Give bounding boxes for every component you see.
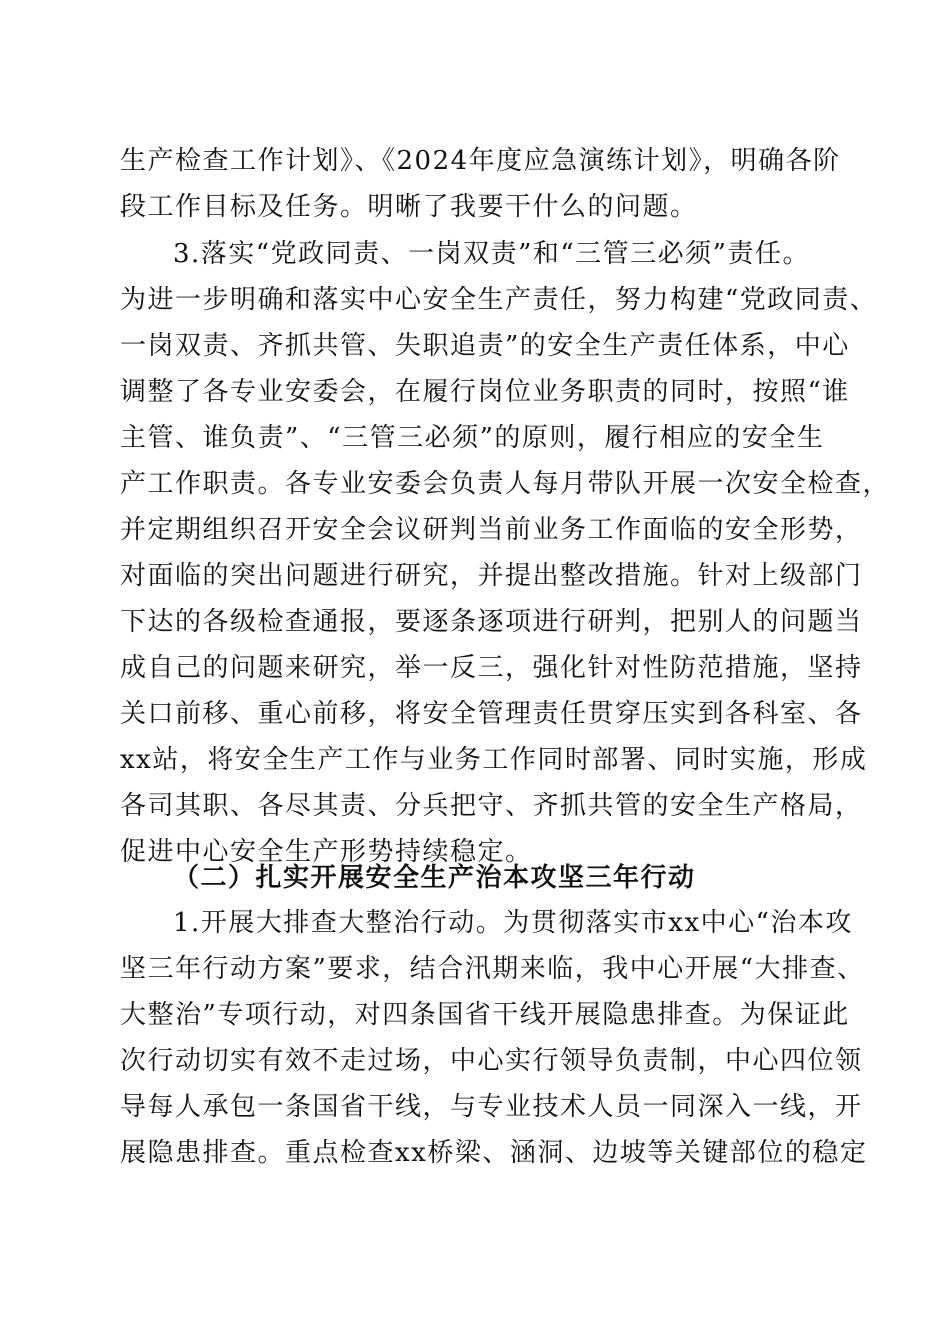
text-line: 并定期组织召开安全会议研判当前业务工作面临的安全形势， bbox=[120, 515, 863, 545]
paragraph-start-line: 3.落实“党政同责、一岗双责”和“三管三必须”责任。 bbox=[173, 239, 810, 269]
text-line: 次行动切实有效不走过场，中心实行领导负责制，中心四位领 bbox=[120, 1046, 863, 1076]
text-line: 关口前移、重心前移，将安全管理责任贯穿压实到各科室、各 bbox=[120, 699, 863, 729]
text-line: 段工作目标及任务。明晰了我要干什么的问题。 bbox=[120, 192, 698, 222]
text-line: 促进中心安全生产形势持续稳定。 bbox=[120, 837, 533, 867]
text-line: 坚三年行动方案”要求，结合汛期来临，我中心开展“大排查、 bbox=[120, 954, 865, 984]
text-line: 主管、谁负责”、“三管三必须”的原则，履行相应的安全生 bbox=[120, 423, 825, 453]
text-line: 各司其职、各尽其责、分兵把守、齐抓共管的安全生产格局， bbox=[120, 791, 863, 821]
text-line: 对面临的突出问题进行研究，并提出整改措施。针对上级部门 bbox=[120, 561, 863, 591]
text-line: 一岗双责、齐抓共管、失职追责”的安全生产责任体系，中心 bbox=[120, 331, 850, 361]
section-heading: （二）扎实开展安全生产治本攻坚三年行动 bbox=[173, 863, 696, 893]
text-line: 下达的各级检查通报，要逐条逐项进行研判，把别人的问题当 bbox=[120, 607, 863, 637]
text-line: 导每人承包一条国省干线，与专业技术人员一同深入一线，开 bbox=[120, 1092, 863, 1122]
text-line: xx站，将安全生产工作与业务工作同时部署、同时实施，形成 bbox=[120, 745, 868, 775]
text-line: 产工作职责。各专业安委会负责人每月带队开展一次安全检查， bbox=[120, 469, 891, 499]
text-line: 为进一步明确和落实中心安全生产责任，努力构建“党政同责、 bbox=[120, 285, 878, 315]
text-line: 大整治”专项行动，对四条国省干线开展隐患排查。为保证此 bbox=[120, 1000, 850, 1030]
paragraph-start-line: 1.开展大排查大整治行动。为贯彻落实市xx中心“治本攻 bbox=[173, 908, 853, 938]
text-line: 生产检查工作计划》、《2024年度应急演练计划》，明确各阶 bbox=[120, 146, 841, 176]
text-line: 成自己的问题来研究，举一反三，强化针对性防范措施，坚持 bbox=[120, 653, 863, 683]
text-line: 展隐患排查。重点检查xx桥梁、涵洞、边坡等关键部位的稳定 bbox=[120, 1138, 868, 1168]
text-line: 调整了各专业安委会，在履行岗位业务职责的同时，按照“谁 bbox=[120, 377, 850, 407]
